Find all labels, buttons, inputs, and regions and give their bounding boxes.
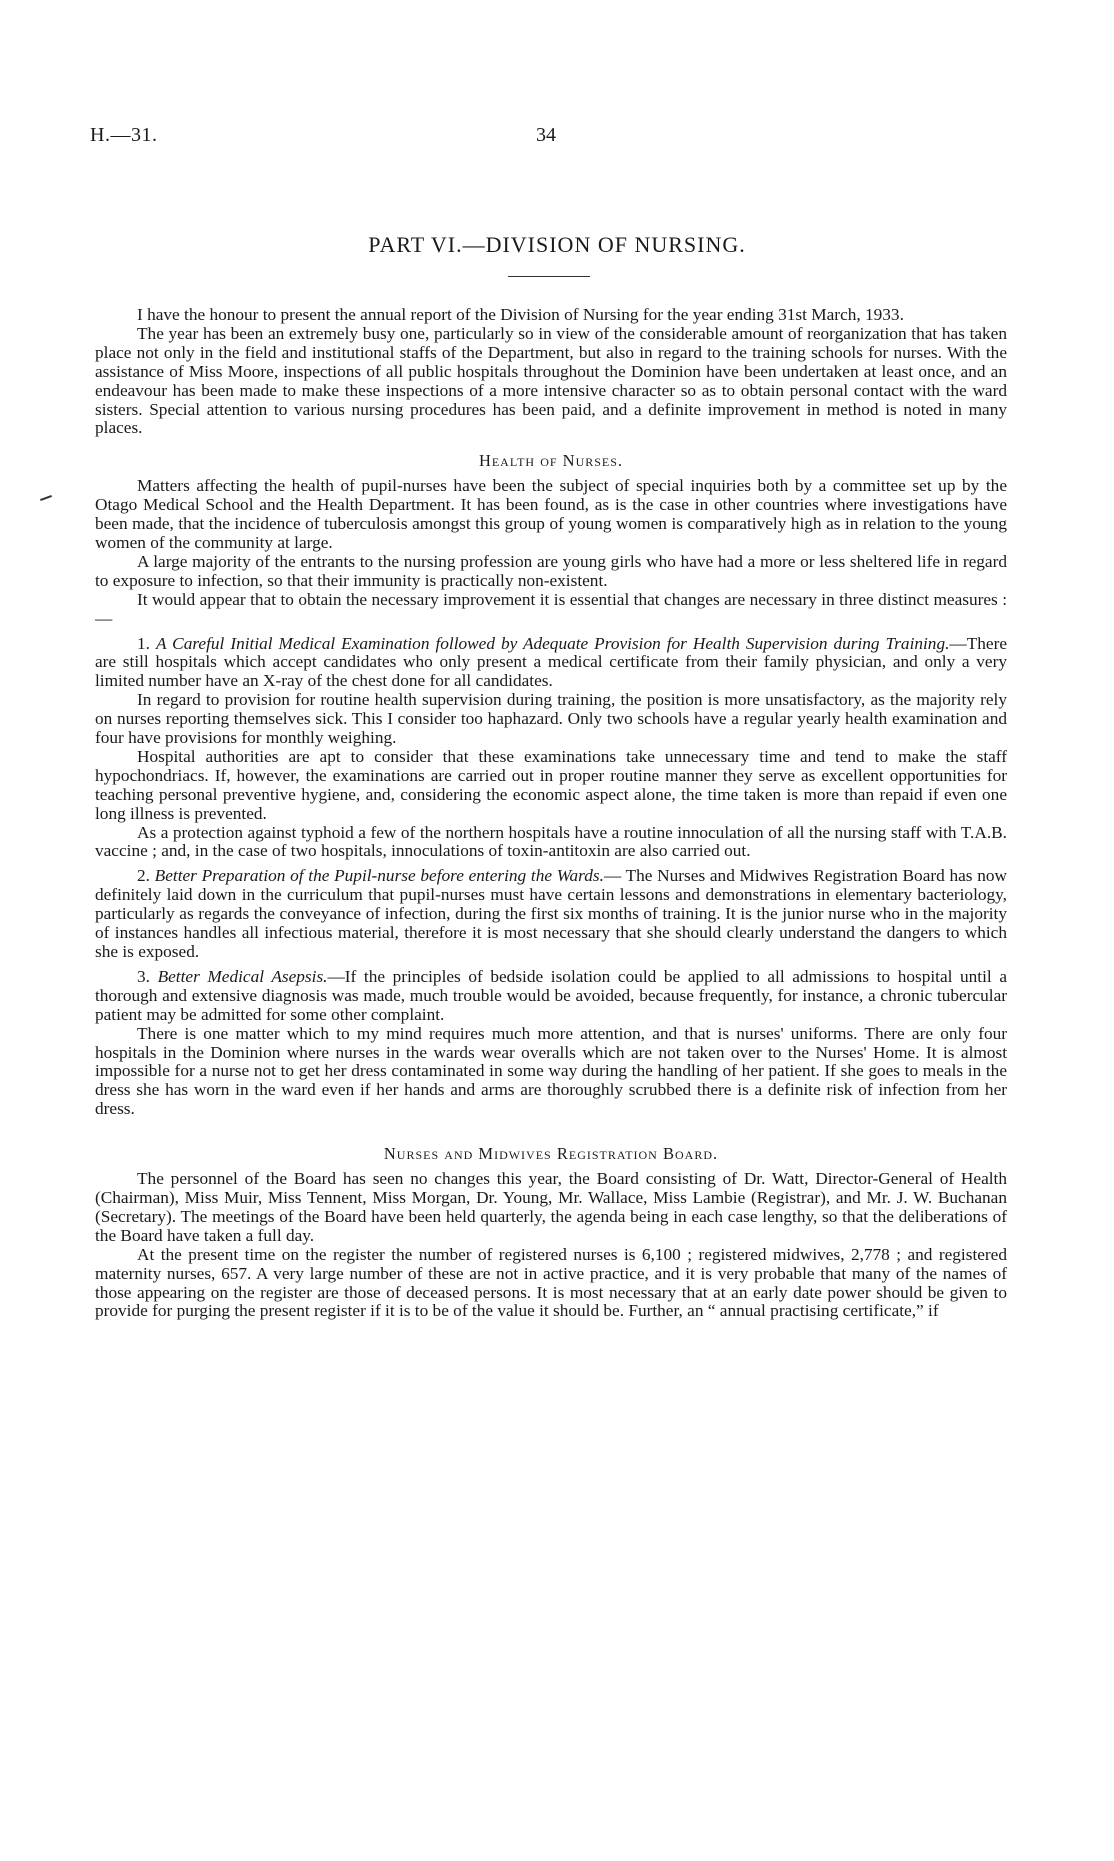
measure-2-text: — The Nurses and Midwives Registration Board has now definitely laid down in the curriculum that pupil-nurses must have certain lessons and demonstrations in elementary bacteriology, particularly as regards the conveyance of infection, during the first six months of training. It is the junior nurse who in the majority of instances handles all infectious material, therefore it is most necessary that she should clearly understand the dangers to which she is exposed.: [95, 866, 1007, 961]
paragraph-uniforms: There is one matter which to my mind requires much more attention, and that is nurses' uniforms. There are only four hospitals in the Dominion where nurses in the wards wear overalls which are not taken over to the Nurses' Home. It is almost impossible for a nurse not to get her dress contaminated in some way during the handling of her patient. If she goes to meals in the dress she has worn in the ward even if her hands and arms are thoroughly scrubbed there is a definite risk of infection from her dress.: [95, 1023, 1007, 1119]
measure-2-title: Better Preparation of the Pupil-nurse before entering the Wards.: [154, 866, 604, 886]
paragraph-register-numbers: At the present time on the register the number of registered nurses is 6,100 ; registered midwives, 2,778 ; and registered maternity nurses, 657. A very large number of these are not in active practice, and it is very probable that many of the names of those appearing on the register are those of deceased persons. It is most necessary that at an early date power should be given to provide for purging the present register if it is to be of the value it should be. Further, an “ annual practising certificate,” if: [95, 1244, 1007, 1321]
page-number: 34: [536, 124, 556, 146]
measure-1: [95, 635, 1007, 692]
measure-1-number: 1.: [137, 633, 150, 653]
measure-1-title: A Careful Initial Medical Examination followed by Adequate Provision for Health Supervision during Training.: [155, 633, 950, 653]
measure-3-title: Better Medical Asepsis.: [157, 966, 328, 986]
margin-mark: [40, 495, 52, 501]
paragraph-intro: I have the honour to present the annual report of the Division of Nursing for the year ending 31st March, 1933.: [137, 305, 904, 324]
paragraph-entrants: A large majority of the entrants to the nursing profession are young girls who have had a more or less sheltered life in regard to exposure to infection, so that their immunity is practically non-existent.: [95, 551, 1007, 590]
paragraph-three-measures: It would appear that to obtain the necessary improvement it is essential that changes are necessary in three distinct measures :—: [95, 589, 1007, 628]
section-heading-registration-board: Nurses and Midwives Registration Board.: [383, 1144, 719, 1164]
measure-3-text: —If the principles of bedside isolation could be applied to all admissions to hospital until a thorough and extensive diagnosis was made, much trouble would be avoided, because frequently, for instance, a chronic tubercular patient may be admitted for some other complaint.: [95, 966, 1007, 1024]
measure-3-number: 3.: [137, 966, 150, 986]
measure-2: [95, 867, 1007, 962]
paragraph-board-personnel: The personnel of the Board has seen no changes this year, the Board consisting of Dr. Watt, Director-General of Health (Chairman), Miss Muir, Miss Tennent, Miss Morgan, Dr. Young, Mr. Wallace, Miss Lambie (Registrar), and Mr. J. W. Buchanan (Secretary). The meetings of the Board have been held quarterly, the agenda being in each case lengthy, so that the deliberations of the Board have taken a full day.: [95, 1169, 1007, 1245]
measure-3: [95, 968, 1007, 1025]
paragraph-typhoid: As a protection against typhoid a few of the northern hospitals have a routine innoculation of all the nursing staff with T.A.B. vaccine ; and, in the case of two hospitals, innoculations of toxin-antitoxin are also carried out.: [95, 822, 1007, 861]
paragraph-health-inquiries: Matters affecting the health of pupil-nurses have been the subject of special inquiries both by a committee set up by the Otago Medical School and the Health Department. It has been found, as is the case in other countries where investigations have been made, that the incidence of tuberculosis amongst this group of young women is comparatively high as in relation to the young women of the community at large.: [95, 476, 1007, 552]
section-heading-health-of-nurses: Health of Nurses.: [478, 451, 624, 471]
paragraph-routine-supervision: In regard to provision for routine health supervision during training, the position is more unsatisfactory, as the majority rely on nurses reporting themselves sick. This I consider too haphazard. Only two schools have a regular yearly health examination and four have provisions for monthly weighing.: [95, 690, 1007, 748]
paragraph-hospital-authorities: Hospital authorities are apt to consider that these examinations take unnecessary time and tend to make the staff hypochondriacs. If, however, the examinations are carried out in proper routine manner they serve as excellent opportunities for teaching personal preventive hygiene, and, considering the economic aspect alone, the time taken is more than repaid if even one long illness is prevented.: [95, 746, 1007, 823]
paragraph-busy-year: The year has been an extremely busy one, particularly so in view of the considerable amount of reorganization that has taken place not only in the field and institutional staffs of the Department, but also in regard to the training schools for nurses. With the assistance of Miss Moore, inspections of all public hospitals throughout the Dominion have been undertaken at least once, and an endeavour has been made to make these inspections of a more intensive character so as to obtain personal contact with the ward sisters. Special attention to various nursing procedures has been paid, and a definite improvement in method is noted in many places.: [95, 323, 1007, 438]
measure-1-text: —There are still hospitals which accept candidates who only present a medical certificate from their family physician, and only a very limited number have an X-ray of the chest done for all candidates.: [95, 633, 1007, 691]
document-body: [95, 306, 1007, 1321]
document-reference: H.—31.: [90, 124, 158, 146]
measure-2-number: 2.: [137, 866, 150, 886]
title-divider: [508, 276, 590, 277]
page-title: PART VI.—DIVISION OF NURSING.: [368, 232, 746, 257]
